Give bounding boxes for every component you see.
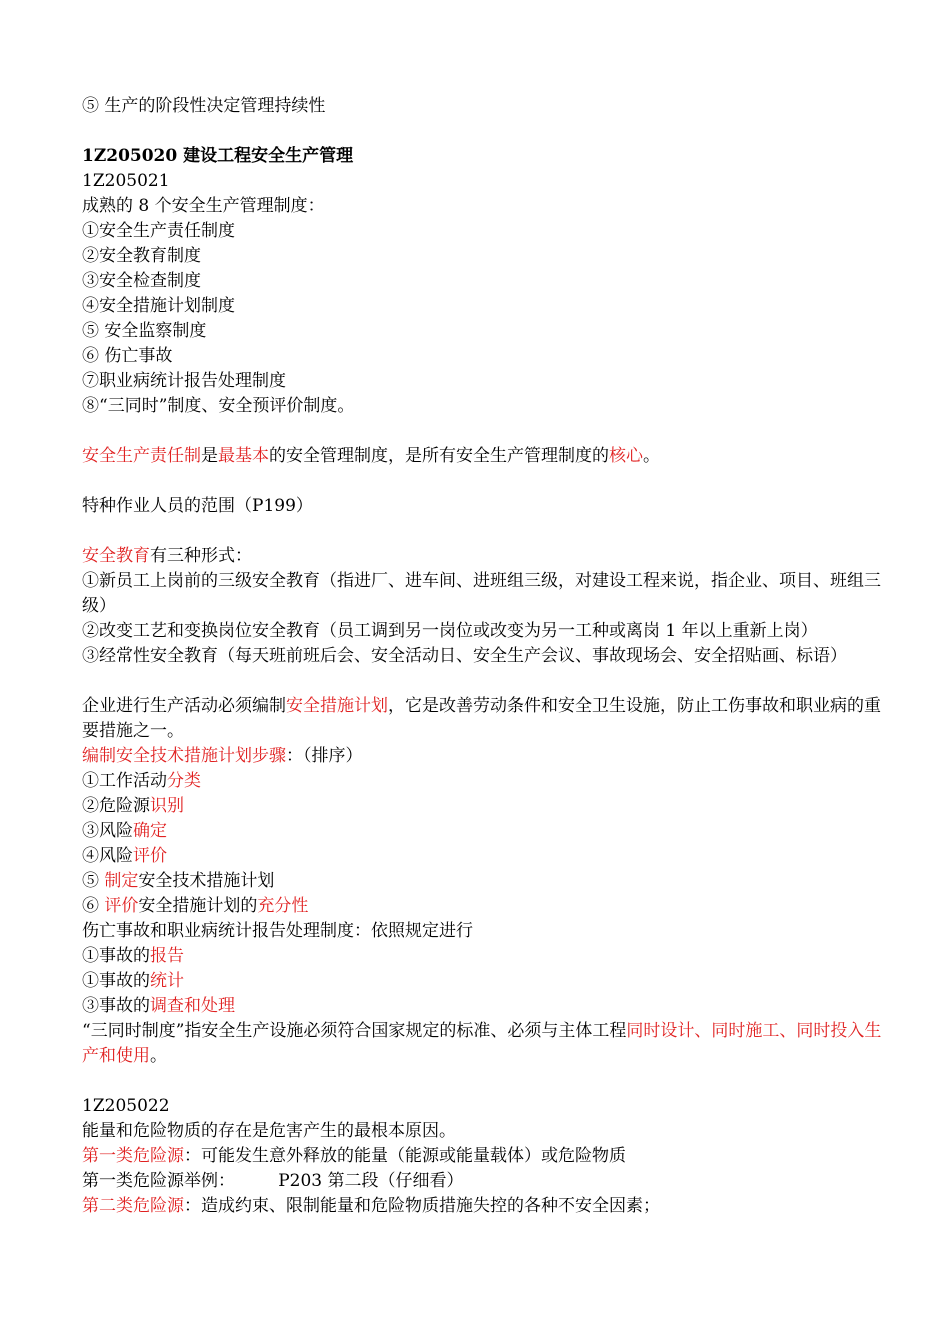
text-segment: 的安全管理制度，是所有安全生产管理制度的 (269, 446, 609, 466)
text-line (82, 769, 894, 794)
text-line (82, 494, 894, 519)
section-heading (82, 144, 894, 169)
text-segment: ③事故的 (82, 996, 150, 1016)
text-segment: ⑤ (82, 871, 105, 891)
text-line (82, 619, 894, 644)
text-line (82, 694, 894, 744)
text-segment: ：（排序） (286, 746, 363, 766)
text-line (82, 344, 894, 369)
text-line (82, 869, 894, 894)
text-segment: ②改变工艺和变换岗位安全教育（员工调到另一岗位或改变为另一工种或离岗 1 年以上重新上岗） (82, 621, 818, 641)
text-line (82, 319, 894, 344)
text-line (82, 569, 894, 619)
text-line (82, 394, 894, 419)
highlighted-text: 确定 (133, 821, 167, 841)
paragraph-gap (82, 469, 894, 494)
text-line (82, 894, 894, 919)
text-segment: ⑧“三同时”制度、安全预评价制度。 (82, 396, 355, 416)
text-segment: ①新员工上岗前的三级安全教育（指进厂、进车间、进班组三级，对建设工程来说，指企业、项目、班组三级） (82, 571, 881, 616)
text-line (82, 794, 894, 819)
text-line (82, 1194, 894, 1219)
highlighted-text: 第二类危险源 (82, 1196, 184, 1216)
document-page (82, 94, 894, 1219)
highlighted-text: 编制安全技术措施计划步骤 (82, 746, 286, 766)
paragraph-gap (82, 519, 894, 544)
text-segment: ③安全检查制度 (82, 271, 201, 291)
text-segment: 第一类危险源举例： P203 第二段（仔细看） (82, 1171, 464, 1191)
highlighted-text: 报告 (150, 946, 184, 966)
text-segment: ③风险 (82, 821, 133, 841)
text-line (82, 269, 894, 294)
text-segment: 是 (201, 446, 218, 466)
text-line (82, 969, 894, 994)
text-segment: ，它是改善劳动条件和安全卫生设施，防止工伤事故和职业病的重要措施之一。 (82, 696, 881, 741)
paragraph-gap (82, 119, 894, 144)
highlighted-text: 分类 (167, 771, 201, 791)
text-segment: 安全措施计划的 (138, 896, 258, 916)
text-line (82, 644, 894, 669)
text-line (82, 294, 894, 319)
text-segment: 1Z205022 (82, 1096, 170, 1116)
text-segment: ①事故的 (82, 946, 150, 966)
text-line (82, 944, 894, 969)
text-segment: ：造成约束、限制能量和危险物质措施失控的各种不安全因素； (184, 1196, 660, 1216)
highlighted-text: 识别 (150, 796, 184, 816)
text-line (82, 544, 894, 569)
highlighted-text: 第一类危险源 (82, 1146, 184, 1166)
text-line (82, 1094, 894, 1119)
highlighted-text: 同时设计、同时施工、同时投入生产和使用 (82, 1021, 882, 1066)
highlighted-text: 核心 (609, 446, 643, 466)
text-line (82, 819, 894, 844)
paragraph-gap (82, 669, 894, 694)
text-segment: 成熟的 8 个安全生产管理制度： (82, 196, 325, 216)
highlighted-text: 安全教育 (82, 546, 150, 566)
text-segment: 1Z205020 建设工程安全生产管理 (82, 146, 354, 166)
text-line (82, 194, 894, 219)
text-segment: ④风险 (82, 846, 133, 866)
text-segment: ②安全教育制度 (82, 246, 201, 266)
text-segment: ①安全生产责任制度 (82, 221, 235, 241)
highlighted-text: 评价 (133, 846, 167, 866)
highlighted-text: 调查和处理 (150, 996, 235, 1016)
text-segment: 企业进行生产活动必须编制 (82, 696, 286, 716)
text-segment: ③经常性安全教育（每天班前班后会、安全活动日、安全生产会议、事故现场会、安全招贴画、标语） (82, 646, 847, 666)
text-segment: ⑤ 安全监察制度 (82, 321, 207, 341)
text-segment: ①事故的 (82, 971, 150, 991)
highlighted-text: 制定 (104, 871, 139, 891)
text-line (82, 994, 894, 1019)
text-line (82, 1169, 894, 1194)
text-line (82, 1019, 894, 1069)
text-segment: 。 (150, 1046, 167, 1066)
text-segment: 1Z205021 (82, 171, 170, 191)
text-segment: ⑥ 伤亡事故 (82, 346, 173, 366)
text-line (82, 219, 894, 244)
text-line (82, 1144, 894, 1169)
highlighted-text: 安全生产责任制 (82, 446, 201, 466)
text-segment: 能量和危险物质的存在是危害产生的最根本原因。 (82, 1121, 456, 1141)
text-segment: ①工作活动 (82, 771, 167, 791)
text-line (82, 1119, 894, 1144)
text-segment: “三同时制度”指安全生产设施必须符合国家规定的标准、必须与主体工程 (82, 1021, 627, 1041)
highlighted-text: 统计 (150, 971, 184, 991)
text-line (82, 169, 894, 194)
highlighted-text: 安全措施计划 (286, 696, 388, 716)
text-segment: 。 (643, 446, 660, 466)
text-segment: ⑤ 生产的阶段性决定管理持续性 (82, 96, 326, 116)
text-segment: 特种作业人员的范围（P199） (82, 496, 313, 516)
text-segment: ②危险源 (82, 796, 150, 816)
text-line (82, 919, 894, 944)
paragraph-gap (82, 1069, 894, 1094)
text-line (82, 244, 894, 269)
text-segment: 有三种形式： (150, 546, 252, 566)
text-line (82, 444, 894, 469)
text-line (82, 744, 894, 769)
text-line (82, 844, 894, 869)
text-segment: ④安全措施计划制度 (82, 296, 235, 316)
text-segment: ⑥ (82, 896, 105, 916)
text-line (82, 94, 894, 119)
paragraph-gap (82, 419, 894, 444)
text-segment: 安全技术措施计划 (138, 871, 275, 891)
text-segment: ：可能发生意外释放的能量（能源或能量载体）或危险物质 (184, 1146, 626, 1166)
highlighted-text: 最基本 (218, 446, 269, 466)
text-segment: ⑦职业病统计报告处理制度 (82, 371, 286, 391)
highlighted-text: 评价 (104, 896, 139, 916)
text-line (82, 369, 894, 394)
highlighted-text: 充分性 (257, 896, 309, 916)
text-segment: 伤亡事故和职业病统计报告处理制度：依照规定进行 (82, 921, 473, 941)
